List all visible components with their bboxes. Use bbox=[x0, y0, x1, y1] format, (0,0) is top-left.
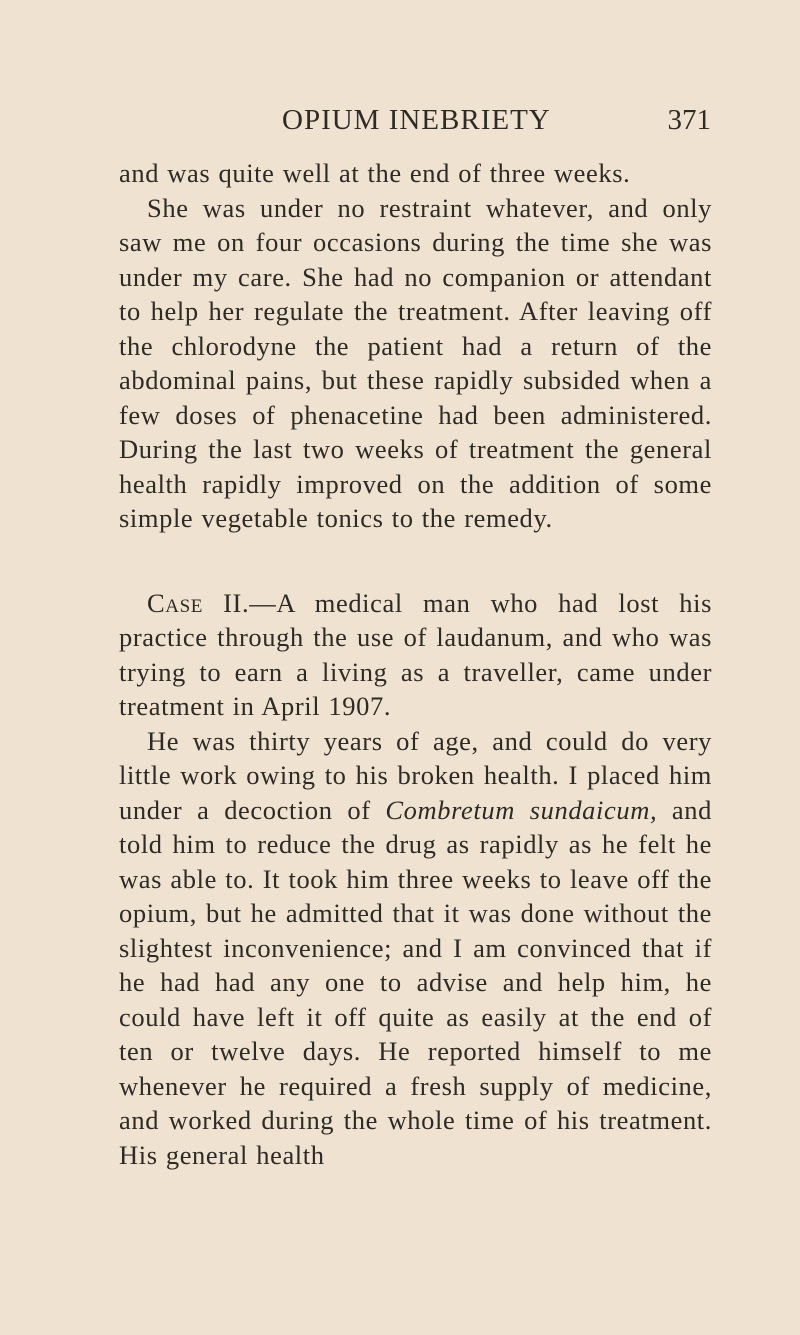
body-text bbox=[119, 156, 712, 1172]
paragraph-case-two bbox=[119, 586, 712, 724]
paragraph-treatment bbox=[119, 724, 712, 1173]
paragraph-continuation: and was quite well at the end of three weeks. bbox=[119, 158, 631, 188]
page-number: 371 bbox=[667, 104, 711, 136]
case-two-text: —A medical man who had lost his practice through the use of laudanum, and who was trying to earn a living as a traveller, came under treatment in April 1907. bbox=[119, 587, 712, 721]
paragraph-restraint: She was under no restraint whatever, and only saw me on four occasions during the time she was under my care. She had no companion or attendant to help her regulate the treatment. After leaving off the chlorodyne the patient had a return of the abdominal pains, but these rapidly subsided when a few doses of phenacetine had been administered. During the last two weeks of treatment the general health rapidly improved on the addition of some simple vegetable tonics to the remedy. bbox=[119, 192, 712, 533]
treatment-text-b: and told him to reduce the drug as rapidly as he felt he was able to. It took him three weeks to leave off the opium, but he admitted that it was done without the slightest inconvenience; and I am convinced that if he had had any one to advise and help him, he could have left it off quite as easily at the end of ten or twelve days. He reported himself to me whenever he required a fresh supply of medicine, and worked during the whole time of his treatment. His general health bbox=[119, 794, 712, 1170]
running-head: OPIUM INEBRIETY bbox=[282, 104, 551, 136]
case-label: Case II. bbox=[147, 587, 250, 618]
drug-name-italic: Combretum sundaicum, bbox=[385, 794, 658, 825]
page-header bbox=[0, 104, 800, 144]
treatment-text-a: He was thirty years of age, and could do very little work owing to his broken health. I placed him under a decoction of bbox=[119, 725, 712, 825]
